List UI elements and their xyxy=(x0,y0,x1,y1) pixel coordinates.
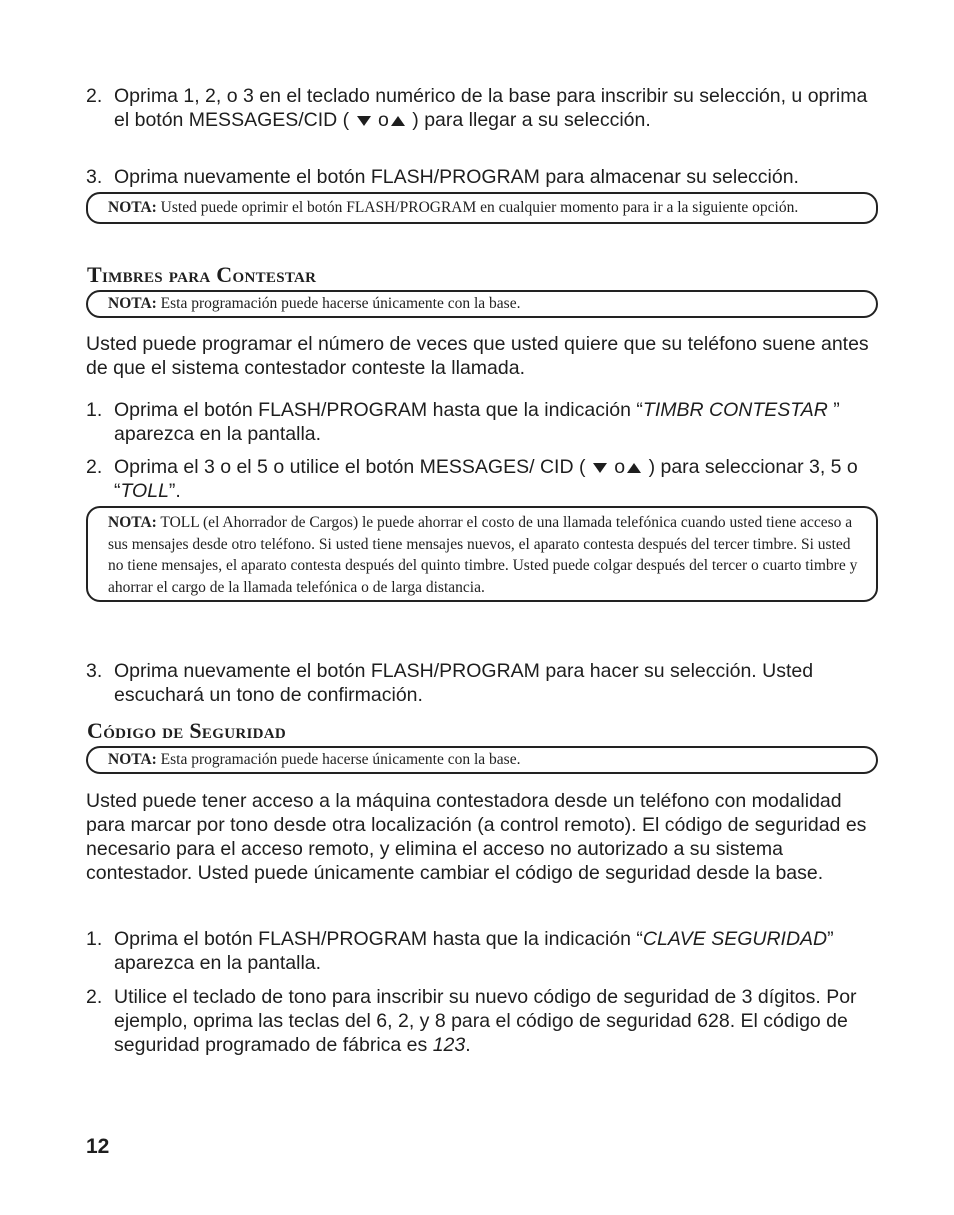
list-item-codigo-step-2 xyxy=(86,985,886,1057)
note-text: Usted puede oprimir el botón FLASH/PROGRAM en cualquier momento para ir a la siguiente opción. xyxy=(160,199,799,216)
note-box-toll xyxy=(86,506,878,602)
step-number: 3. xyxy=(86,660,103,682)
step-text: Oprima el 3 o el 5 o utilice el botón MESSAGES/ CID ( xyxy=(114,456,586,478)
section-heading-codigo: Código de Seguridad xyxy=(87,718,287,743)
list-item-top-step-3 xyxy=(86,165,886,189)
step-number: 2. xyxy=(86,456,103,478)
note-text: Esta programación puede hacerse únicamente con la base. xyxy=(160,751,521,768)
step-text: Oprima nuevamente el botón FLASH/PROGRAM para almacenar su selección. xyxy=(114,166,799,188)
step-number: 2. xyxy=(86,986,103,1008)
page-number: 12 xyxy=(86,1135,110,1158)
step-number: 1. xyxy=(86,399,103,421)
or-text: o xyxy=(614,456,626,478)
display-indication: TIMBR CONTESTAR xyxy=(642,399,828,421)
note-box-base-only-2 xyxy=(86,746,878,774)
triangle-up-icon xyxy=(627,463,641,473)
note-text: Esta programación puede hacerse únicamente con la base. xyxy=(160,295,521,312)
step-text-end: ” aparezca en la pantalla. xyxy=(114,928,834,974)
paragraph-codigo-intro: Usted puede tener acceso a la máquina contestadora desde un teléfono con modalidad para marcar por tono desde otra localización (a control remoto). El código de seguridad es necesario para el acceso remoto, y elimina el acceso no autorizado a su sistema contestador. Usted puede únicamente cambiar el código de seguridad desde la base. xyxy=(86,790,867,884)
step-text: Utilice el teclado de tono para inscribir su nuevo código de seguridad de 3 dígitos. Por ejemplo, oprima las teclas del 6, 2, y 8 para el código de seguridad 628. El código de seguridad programado de fábrica es xyxy=(114,986,857,1056)
note-box-flash-program xyxy=(86,192,878,224)
triangle-up-icon xyxy=(391,116,405,126)
or-text: o xyxy=(378,109,389,131)
step-text: Oprima el botón FLASH/PROGRAM hasta que la indicación “ xyxy=(114,928,643,950)
note-text: TOLL (el Ahorrador de Cargos) le puede ahorrar el costo de una llamada telefónica cuando usted tiene acceso a sus mensajes desde otro teléfono. Si usted tiene mensajes nuevos, el aparato contesta después del tercer timbre. Si usted no tiene mensajes, el aparato contesta después del quinto timbre. Usted puede colgar después del tercer o cuarto timbre y ahorrar el cargo de la llamada telefónica o de larga distancia. xyxy=(108,514,858,596)
note-label: NOTA: xyxy=(108,295,157,312)
step-text: Oprima el botón FLASH/PROGRAM hasta que la indicación “ xyxy=(114,399,643,421)
triangle-down-icon xyxy=(357,116,371,126)
step-text-end: . xyxy=(465,1034,471,1056)
step-text-end: ”. xyxy=(168,480,181,502)
list-item-codigo-step-1 xyxy=(86,927,886,975)
section-heading-timbres: Timbres para Contestar xyxy=(87,262,317,287)
step-number: 2. xyxy=(86,85,103,107)
step-number: 1. xyxy=(86,928,103,950)
list-item-timbres-step-1 xyxy=(86,398,886,446)
paragraph-timbres-intro: Usted puede programar el número de veces que usted quiere que su teléfono suene antes de que el sistema contestador conteste la llamada. xyxy=(86,333,869,379)
note-box-base-only xyxy=(86,290,878,318)
step-text-end: ) para llegar a su selección. xyxy=(412,109,651,131)
step-text: Oprima nuevamente el botón FLASH/PROGRAM para hacer su selección. Usted escuchará un tono de confirmación. xyxy=(114,660,814,706)
list-item-timbres-step-3 xyxy=(86,659,886,707)
step-text-mid: ) para seleccionar 3, 5 o “ xyxy=(114,456,858,502)
display-indication: CLAVE SEGURIDAD xyxy=(642,928,828,950)
list-item-timbres-step-2 xyxy=(86,455,886,503)
step-text-end: ” aparezca en la pantalla. xyxy=(114,399,840,445)
triangle-down-icon xyxy=(593,463,607,473)
note-label: NOTA: xyxy=(108,199,157,216)
step-text: Oprima 1, 2, o 3 en el teclado numérico de la base para inscribir su selección, u oprima el botón MESSAGES/CID ( xyxy=(114,85,868,131)
step-number: 3. xyxy=(86,166,103,188)
note-label: NOTA: xyxy=(108,751,157,768)
note-label: NOTA: xyxy=(108,514,157,531)
factory-code: 123 xyxy=(432,1034,466,1056)
list-item-top-step-2 xyxy=(86,84,886,132)
toll-option: TOLL xyxy=(120,480,169,502)
